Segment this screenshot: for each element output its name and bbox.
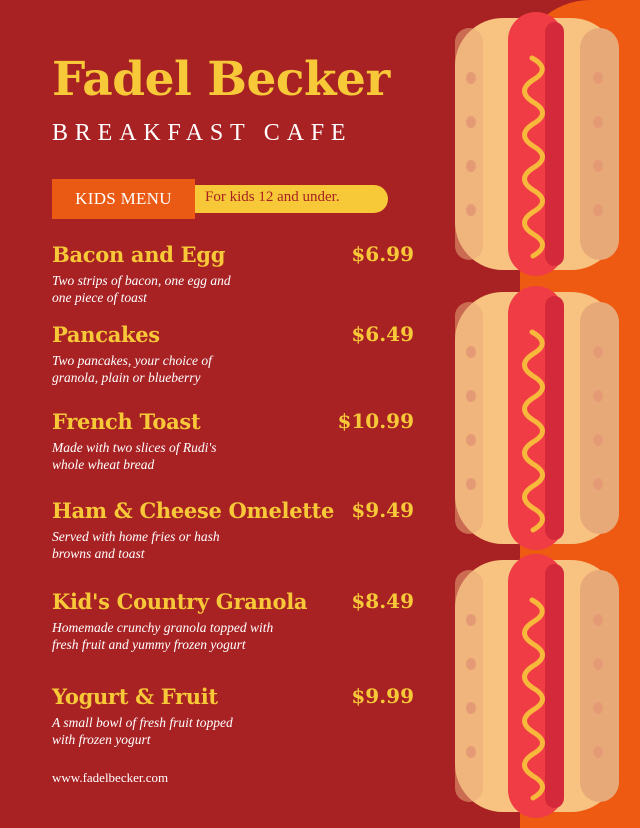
menu-item-price: $9.99 [351,684,414,708]
menu-item-description-line: granola, plain or blueberry [52,370,201,385]
menu-item-name: Yogurt & Fruit [52,684,218,709]
menu-item-description-line: Made with two slices of Rudi's [52,440,217,455]
hotdog-seed [466,658,476,670]
hotdog-seed [593,116,603,128]
menu-item-description [52,439,282,473]
menu-item-description-line: Two pancakes, your choice of [52,353,212,368]
hotdog-seed [593,346,603,358]
brand-subtitle: BREAKFAST CAFE [52,120,353,146]
kids-note: For kids 12 and under. [205,189,340,205]
hotdog-bun-shadow [455,302,483,534]
menu-item-price: $6.49 [351,322,414,346]
hotdog-seed [593,478,603,490]
menu-item-description-line: whole wheat bread [52,457,155,472]
footer-website: www.fadelbecker.com [52,770,169,785]
menu-item-name: Pancakes [52,322,160,347]
hotdog-seed [593,614,603,626]
menu-item-description-line: browns and toast [52,546,145,561]
menu-item-name: French Toast [52,409,201,434]
menu-item-price: $6.99 [351,242,414,266]
hotdog-seed [466,204,476,216]
hotdog-seed [593,390,603,402]
hotdog-seed [593,434,603,446]
menu-item-description-line: fresh fruit and yummy frozen yogurt [52,637,246,652]
hotdog-bun-shadow [455,28,483,260]
kids-menu-badge: KIDS MENU [52,179,195,219]
menu-item-name: Ham & Cheese Omelette [52,498,335,523]
hotdog-seed [466,614,476,626]
hotdog-icon [455,12,619,276]
menu-item-price: $10.99 [337,409,414,433]
menu-item-description [52,619,312,653]
brand-title: Fadel Becker [52,52,390,107]
hotdog-seed [466,390,476,402]
hotdog-bun-shadow [580,28,619,260]
menu-item-description [52,528,282,562]
menu-item-description-line: A small bowl of fresh fruit topped [52,715,233,730]
menu-item-description-line: one piece of toast [52,290,147,305]
hotdog-seed [593,204,603,216]
hotdog-icon [455,554,619,818]
hotdog-seed [466,346,476,358]
hotdog-seed [466,72,476,84]
hotdog-seed [466,478,476,490]
hotdog-sausage-shade [545,296,564,540]
menu-item-description-line: Served with home fries or hash [52,529,220,544]
hotdog-seed [466,160,476,172]
hotdog-seed [466,434,476,446]
hotdog-bun-shadow [580,302,619,534]
hotdog-icon [455,286,619,550]
hotdog-seed [593,702,603,714]
hotdog-seed [593,658,603,670]
hotdog-seed [593,72,603,84]
menu-item-description [52,272,282,306]
hotdog-seed [593,746,603,758]
menu-item-description [52,714,282,748]
menu-item-description-line: with frozen yogurt [52,732,151,747]
hotdog-bun-shadow [580,570,619,802]
menu-item-name: Kid's Country Granola [52,589,308,614]
hotdog-seed [466,116,476,128]
hotdog-bun-shadow [455,570,483,802]
hotdog-seed [466,746,476,758]
hotdog-sausage-shade [545,564,564,808]
hotdog-seed [466,702,476,714]
hotdog-seed [593,160,603,172]
menu-item-description [52,352,282,386]
menu-item-price: $8.49 [351,589,414,613]
menu-item-name: Bacon and Egg [52,242,226,267]
menu-item-price: $9.49 [351,498,414,522]
menu-item-description-line: Homemade crunchy granola topped with [52,620,274,635]
hotdog-sausage-shade [545,22,564,266]
menu-item-description-line: Two strips of bacon, one egg and [52,273,231,288]
